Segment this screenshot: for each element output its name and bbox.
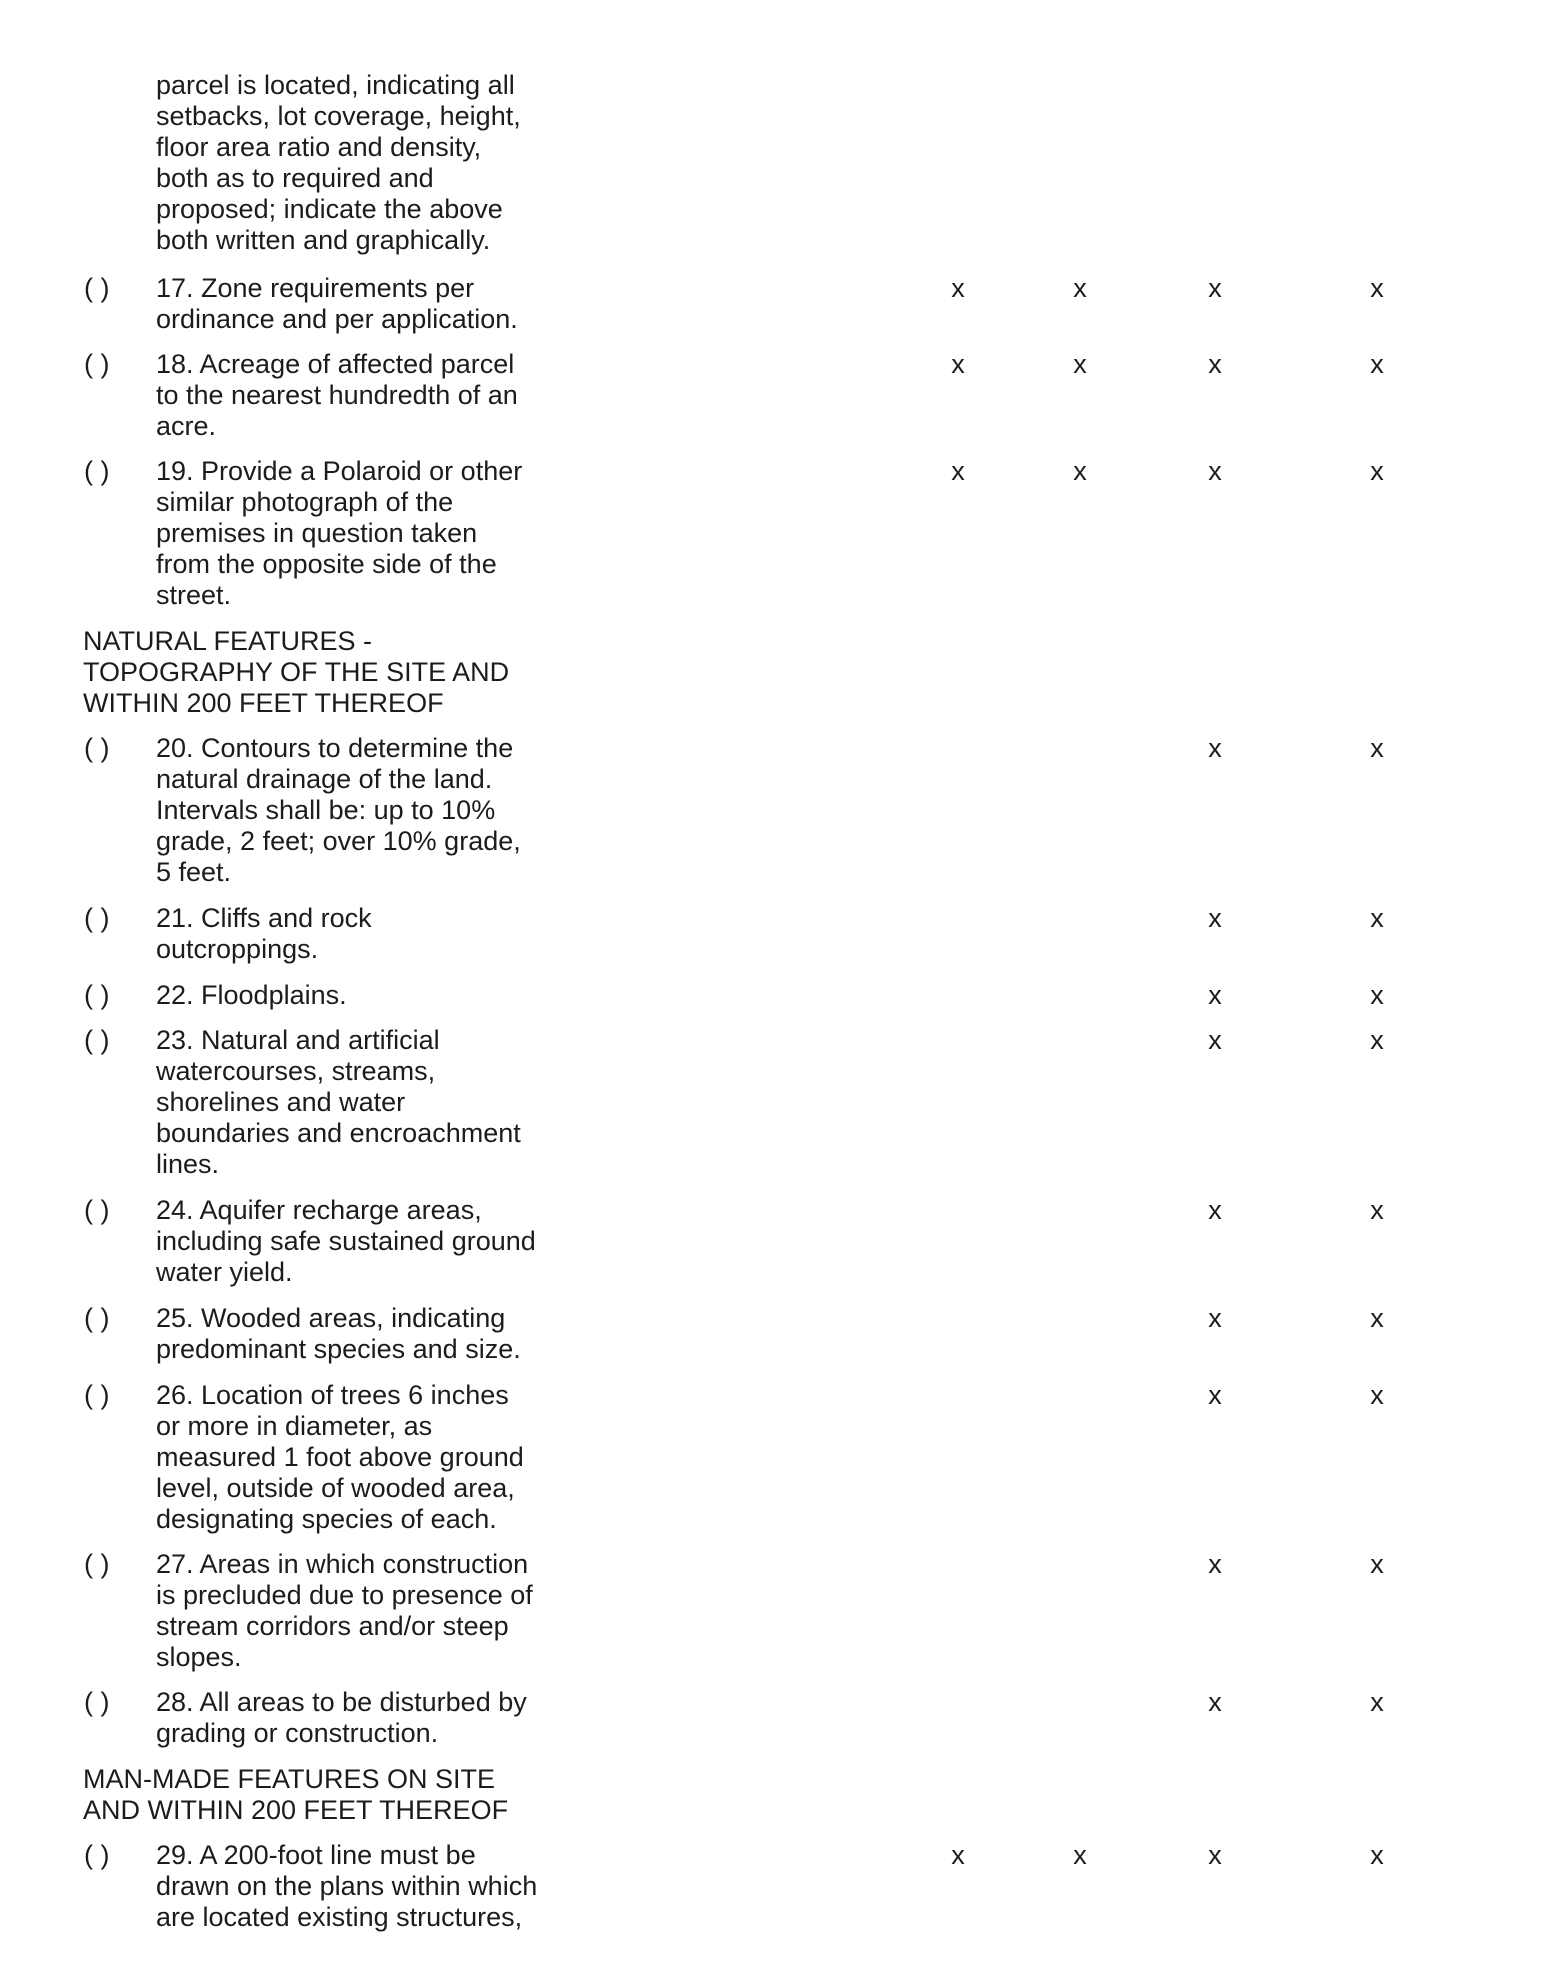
item-description: 17. Zone requirements per ordinance and per application. xyxy=(156,273,518,334)
item-description: 28. All areas to be disturbed by grading or construction. xyxy=(156,1687,527,1748)
mark-col-4: x xyxy=(1370,1549,1384,1579)
item-description: 27. Areas in which construction is precluded due to presence of stream corridors and/or steep slopes. xyxy=(156,1549,533,1672)
mark-col-4: x xyxy=(1370,1687,1384,1717)
mark-col-3: x xyxy=(1208,733,1222,763)
mark-col-2: x xyxy=(1073,1840,1087,1870)
mark-col-4: x xyxy=(1370,349,1384,379)
mark-col-1: x xyxy=(951,273,965,303)
item-description: 20. Contours to determine the natural drainage of the land. Intervals shall be: up to 10% grade, 2 feet; over 10% grade, 5 feet. xyxy=(156,733,521,887)
mark-col-2: x xyxy=(1073,273,1087,303)
checkbox[interactable]: ( ) xyxy=(84,1025,110,1055)
item-description: 23. Natural and artificial watercourses, streams, shorelines and water boundaries and encroachment lines. xyxy=(156,1025,521,1179)
checkbox[interactable]: ( ) xyxy=(84,1549,110,1579)
checkbox[interactable]: ( ) xyxy=(84,349,110,379)
mark-col-4: x xyxy=(1370,1195,1384,1225)
item-description: 19. Provide a Polaroid or other similar photograph of the premises in question taken from the opposite side of the street. xyxy=(156,456,523,610)
mark-col-2: x xyxy=(1073,456,1087,486)
section-heading-natural-features: NATURAL FEATURES - TOPOGRAPHY OF THE SITE AND WITHIN 200 FEET THEREOF xyxy=(83,626,510,718)
checkbox[interactable]: ( ) xyxy=(84,1687,110,1717)
mark-col-1: x xyxy=(951,1840,965,1870)
item-description: 22. Floodplains. xyxy=(156,980,347,1010)
mark-col-4: x xyxy=(1370,980,1384,1010)
mark-col-1: x xyxy=(951,349,965,379)
mark-col-3: x xyxy=(1208,1195,1222,1225)
checkbox[interactable]: ( ) xyxy=(84,1195,110,1225)
checkbox[interactable]: ( ) xyxy=(84,903,110,933)
mark-col-3: x xyxy=(1208,1303,1222,1333)
mark-col-4: x xyxy=(1370,733,1384,763)
mark-col-4: x xyxy=(1370,1840,1384,1870)
mark-col-3: x xyxy=(1208,349,1222,379)
mark-col-3: x xyxy=(1208,1549,1222,1579)
mark-col-1: x xyxy=(951,456,965,486)
mark-col-2: x xyxy=(1073,349,1087,379)
checkbox[interactable]: ( ) xyxy=(84,1840,110,1870)
mark-col-3: x xyxy=(1208,1840,1222,1870)
checkbox[interactable]: ( ) xyxy=(84,1380,110,1410)
mark-col-3: x xyxy=(1208,1025,1222,1055)
mark-col-4: x xyxy=(1370,273,1384,303)
mark-col-4: x xyxy=(1370,1303,1384,1333)
mark-col-3: x xyxy=(1208,903,1222,933)
mark-col-3: x xyxy=(1208,980,1222,1010)
item-description: 21. Cliffs and rock outcroppings. xyxy=(156,903,372,964)
mark-col-3: x xyxy=(1208,1687,1222,1717)
item-description: 25. Wooded areas, indicating predominant species and size. xyxy=(156,1303,521,1364)
mark-col-4: x xyxy=(1370,456,1384,486)
mark-col-3: x xyxy=(1208,456,1222,486)
checkbox[interactable]: ( ) xyxy=(84,1303,110,1333)
mark-col-3: x xyxy=(1208,273,1222,303)
mark-col-4: x xyxy=(1370,1025,1384,1055)
checkbox[interactable]: ( ) xyxy=(84,980,110,1010)
item-description: 26. Location of trees 6 inches or more in diameter, as measured 1 foot above ground level, outside of wooded area, designating species of each. xyxy=(156,1380,524,1534)
checkbox[interactable]: ( ) xyxy=(84,733,110,763)
mark-col-4: x xyxy=(1370,1380,1384,1410)
continued-item-text: parcel is located, indicating all setbacks, lot coverage, height, floor area ratio and density, both as to required and proposed; indicate the above both written and graphically. xyxy=(156,70,521,255)
section-heading-man-made-features: MAN-MADE FEATURES ON SITE AND WITHIN 200 FEET THEREOF xyxy=(83,1764,509,1825)
mark-col-3: x xyxy=(1208,1380,1222,1410)
item-description: 29. A 200-foot line must be drawn on the plans within which are located existing structures, xyxy=(156,1840,538,1932)
item-description: 24. Aquifer recharge areas, including safe sustained ground water yield. xyxy=(156,1195,536,1287)
checkbox[interactable]: ( ) xyxy=(84,456,110,486)
mark-col-4: x xyxy=(1370,903,1384,933)
checkbox[interactable]: ( ) xyxy=(84,273,110,303)
item-description: 18. Acreage of affected parcel to the nearest hundredth of an acre. xyxy=(156,349,518,441)
